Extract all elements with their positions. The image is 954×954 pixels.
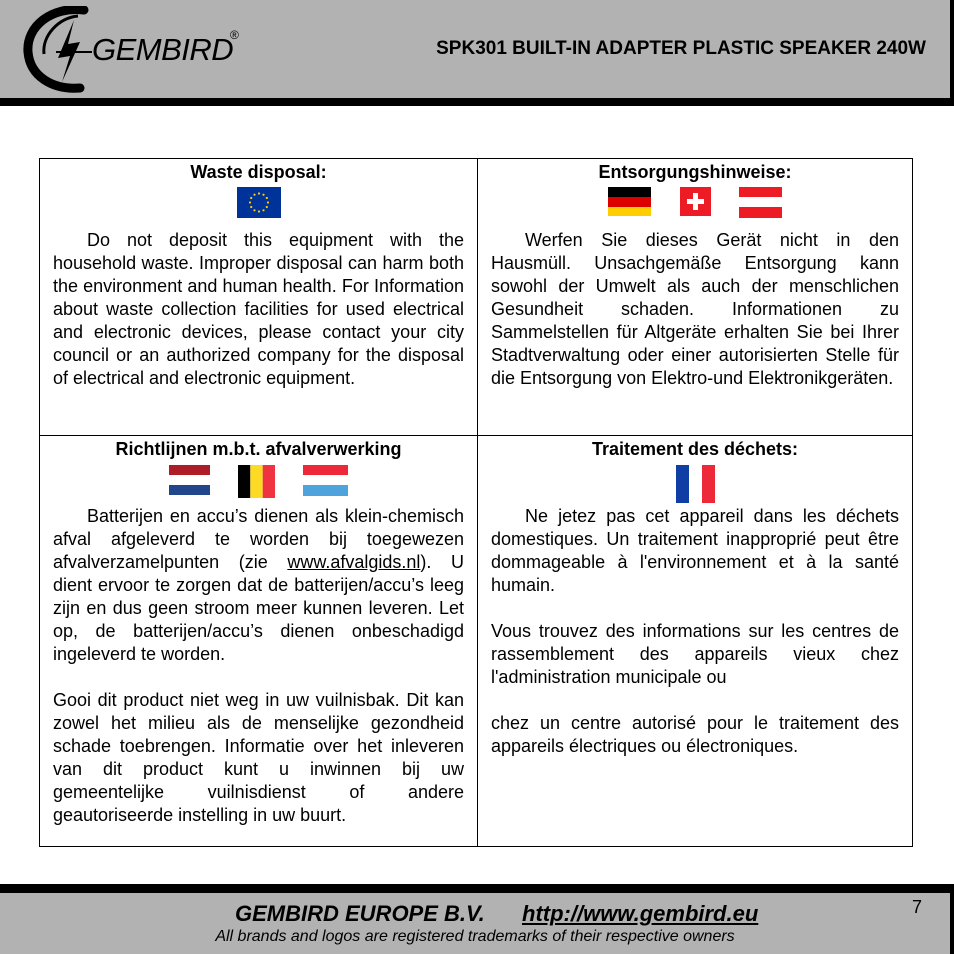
page-footer: [0, 893, 954, 954]
belgium-flag-icon: [238, 465, 275, 498]
page-header: [0, 0, 954, 98]
trademark-note: All brands and logos are registered trademarks of their respective owners: [215, 928, 735, 945]
footer-divider: [0, 884, 954, 893]
logo-wordmark: GEMBIRD: [92, 32, 234, 67]
paragraph: Gooi dit product niet weg in uw vuilnisbak. Dit kan zowel het milieu als de menselijke gezondheid schade toebrengen. Informatie over het inleveren van dit product kunt u inwinnen bij uw gemeentelijke vuilnisdienst of andere geautoriseerde instelling in uw buurt.: [53, 690, 464, 825]
company-name: GEMBIRD EUROPE B.V.: [235, 901, 485, 926]
text-span: Batterijen en accu’s dienen als klein-chemisch afval afgeleverd te worden bij toegewezen afvalverzamelpunten (zie: [53, 506, 464, 572]
paragraph: [53, 505, 464, 666]
header-divider: [0, 98, 954, 106]
paragraph: Vous trouvez des informations sur les centres de rassemblement des appareils vieux chez l'administration municipale ou: [491, 621, 899, 687]
paragraph: Werfen Sie dieses Gerät nicht in den Hausmüll. Unsachgemäße Entsorgung kann sowohl der Umwelt als auch der menschlichen Gesundheit schaden. Informationen zu Sammelstellen für Altgeräte erhalten Sie bei Ihrer Stadtverwaltung oder einer autorisierten Stelle für die Entsorgung von Elektro-und Elektronikgeräten.: [491, 230, 899, 388]
germany-flag-icon: [608, 187, 651, 216]
eu-flag-icon: [237, 187, 281, 218]
document-title: SPK301 BUILT-IN ADAPTER PLASTIC SPEAKER 240W: [436, 38, 926, 59]
text-span: ). U dient ervoor te zorgen dat de batterijen/accu’s leeg zijn en dus geen stroom meer kunnen leveren. Let op, de batterijen/accu’s dienen onbeschadigd ingeleverd te worden.: [53, 552, 464, 664]
flag-row: [478, 465, 912, 503]
flag-row: [478, 187, 912, 218]
flag-row: [40, 187, 477, 218]
section-title: Traitement des déchets:: [591, 439, 799, 459]
website-link[interactable]: http://www.gembird.eu: [522, 901, 759, 926]
paragraph: Do not deposit this equipment with the household waste. Improper disposal can harm both the environment and human health. For Information about waste collection facilities for used electrical and electronic devices, please contact your city council or an authorized company for the disposal of electrical and electronic equipment.: [53, 230, 464, 388]
afvalgids-link[interactable]: www.afvalgids.nl: [287, 552, 421, 572]
section-title: Richtlijnen m.b.t. afvalverwerking: [115, 439, 402, 459]
page-number: 7: [911, 897, 922, 917]
section-title: Entsorgungshinweise:: [598, 162, 792, 182]
luxembourg-flag-icon: [303, 465, 348, 496]
section-title: Waste disposal:: [190, 162, 327, 182]
section-french: [478, 436, 912, 846]
disposal-table: [39, 158, 913, 847]
flag-row: [40, 465, 477, 498]
paragraph: Ne jetez pas cet appareil dans les déchets domestiques. Un traitement inapproprié peut être dommageable à l'environnement et à la santé humain.: [491, 506, 899, 595]
section-german: [478, 159, 912, 436]
section-body: [53, 505, 464, 827]
austria-flag-icon: [739, 187, 782, 218]
netherlands-flag-icon: [169, 465, 210, 495]
switzerland-flag-icon: [680, 187, 711, 216]
section-body: [491, 229, 899, 390]
registered-mark: ®: [230, 28, 239, 42]
section-dutch: [40, 436, 478, 846]
section-body: [53, 229, 464, 390]
france-flag-icon: [676, 465, 715, 503]
section-body: [491, 505, 899, 758]
gembird-logo: [22, 6, 252, 94]
section-english: [40, 159, 478, 436]
paragraph: chez un centre autorisé pour le traitement des appareils électriques ou électroniques.: [491, 713, 899, 756]
